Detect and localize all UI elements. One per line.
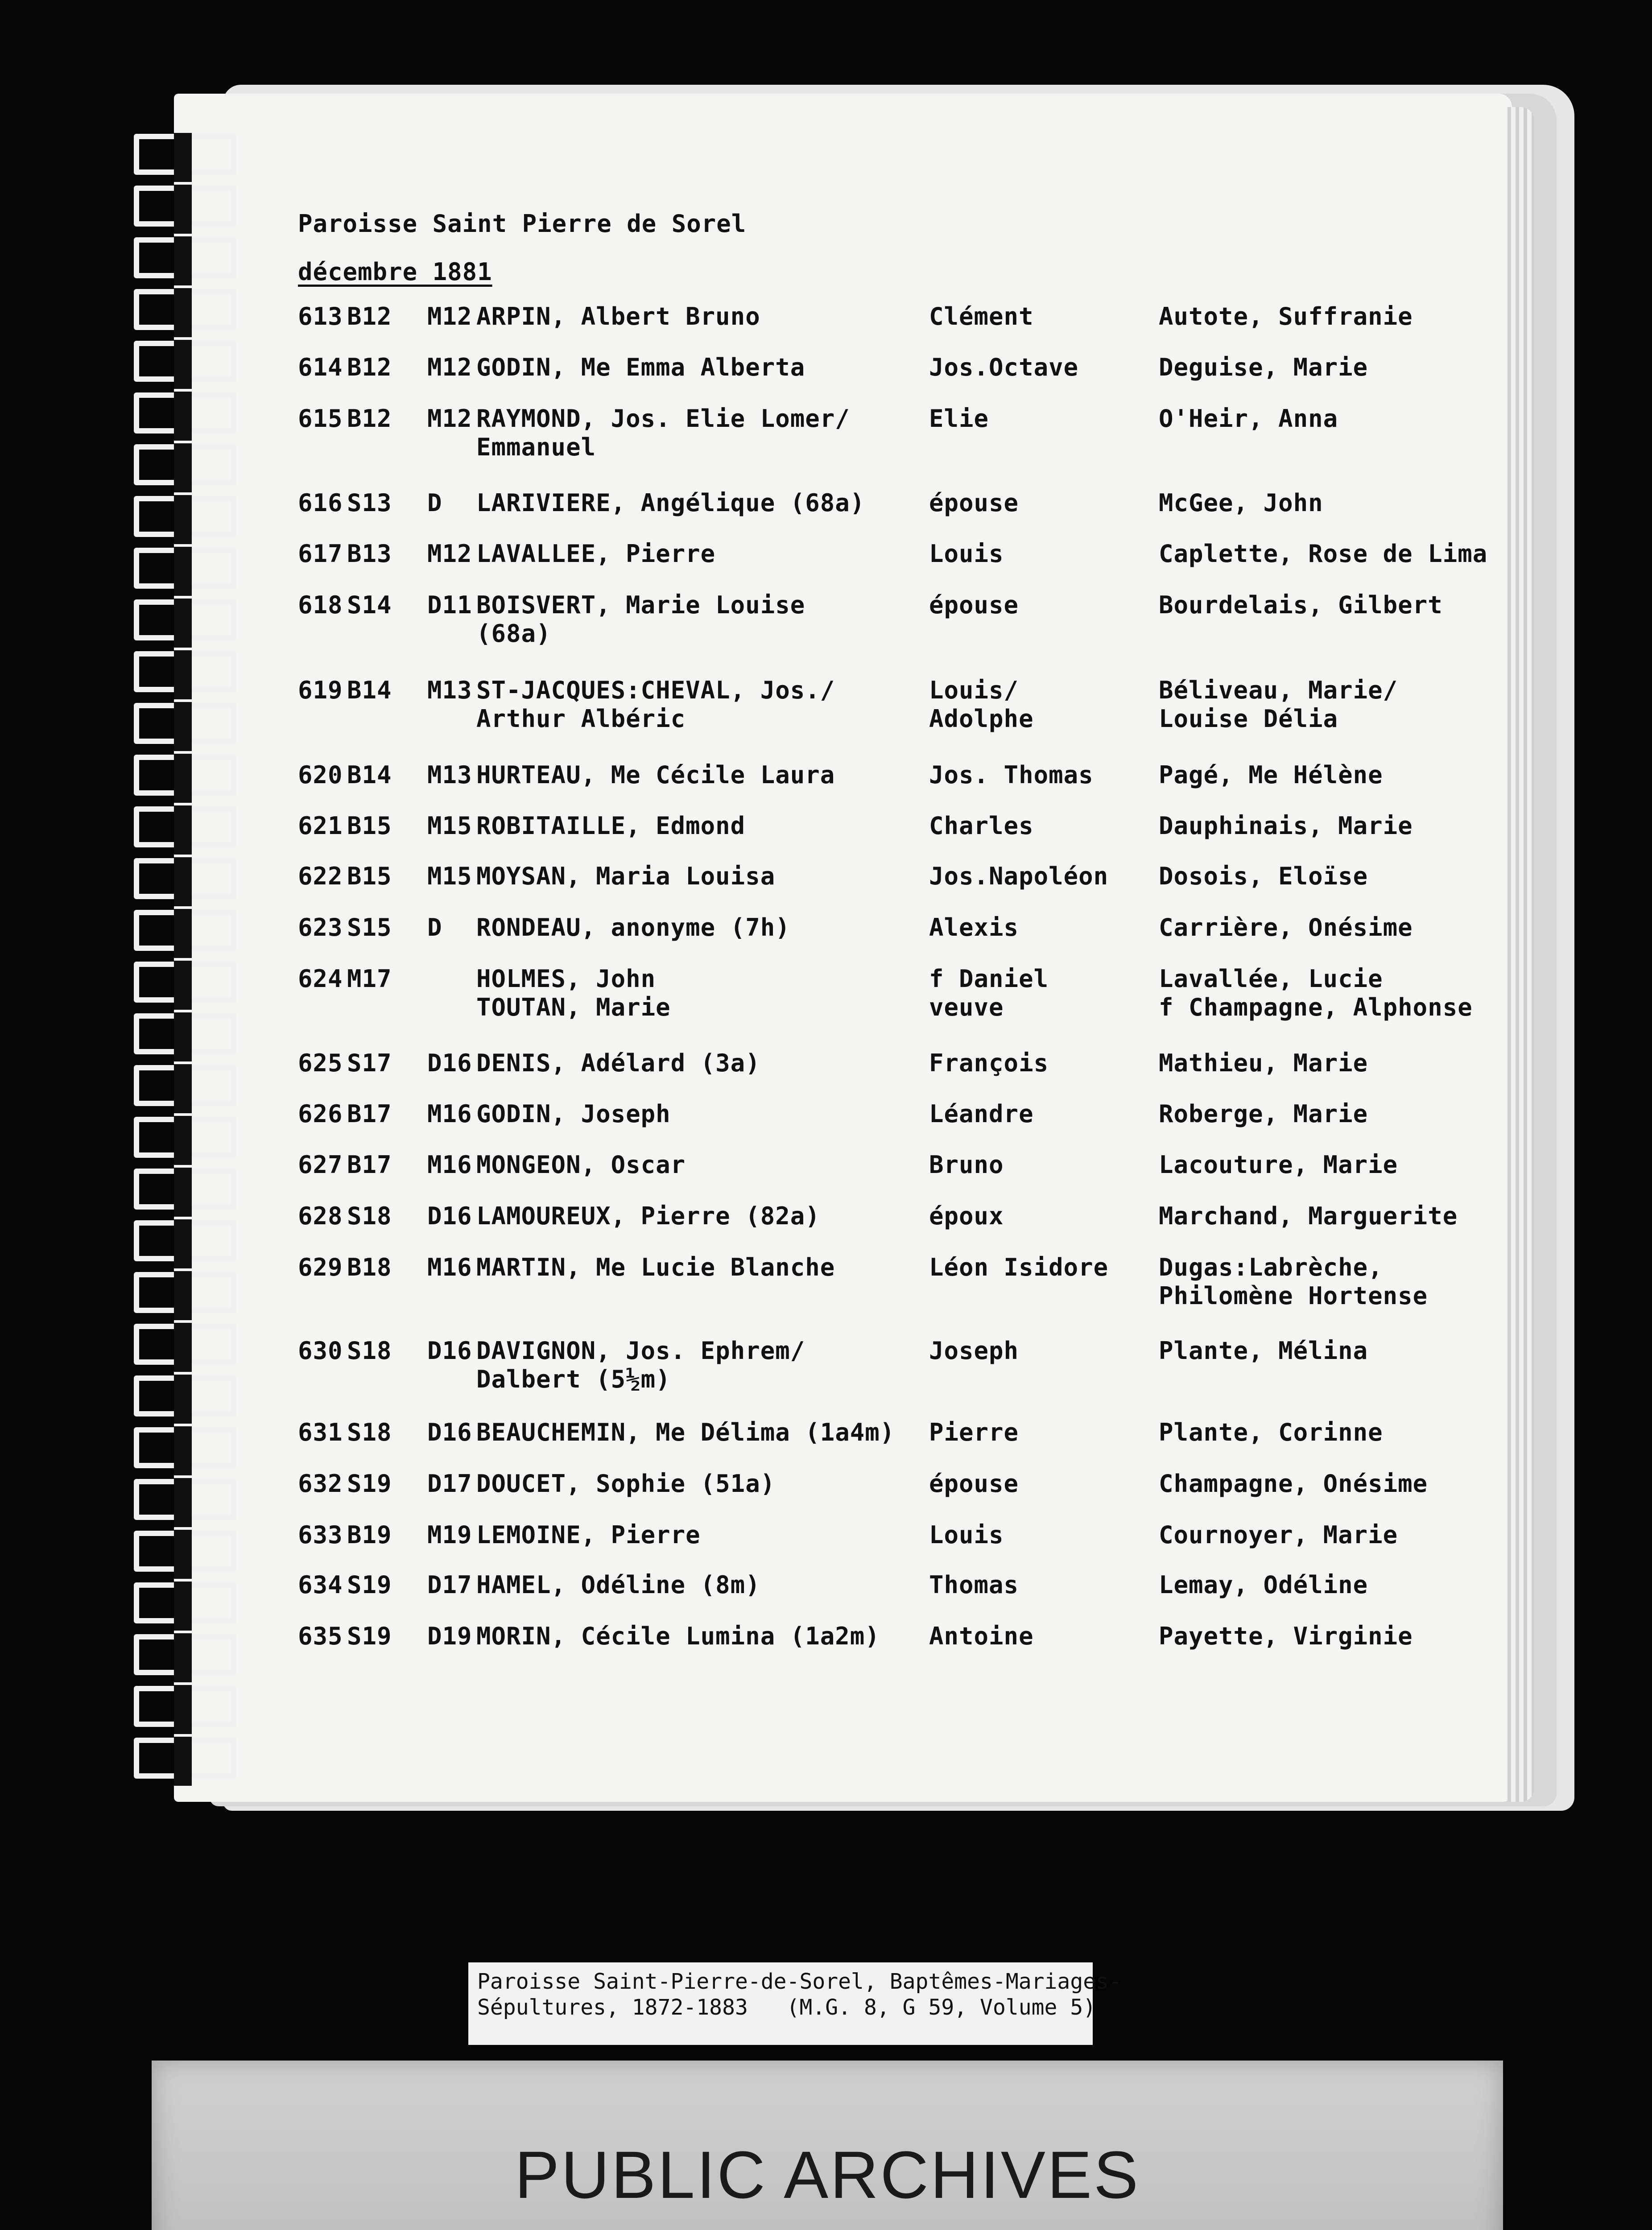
entry-code2: M15 [427, 862, 472, 890]
entry-code1: B14 [347, 761, 392, 789]
entry-name: GODIN, Joseph [476, 1100, 671, 1128]
entry-code1: B17 [347, 1151, 392, 1179]
entry-code2: M12 [427, 540, 472, 568]
entry-code1: S18 [347, 1418, 392, 1446]
entry-name: DENIS, Adélard (3a) [476, 1049, 760, 1077]
caption-line-2: Sépultures, 1872-1883 (M.G. 8, G 59, Volume 5) [477, 1995, 1096, 2020]
spiral-coil [134, 289, 236, 330]
entry-mother: McGee, John [1159, 489, 1323, 517]
entry-mother: Cournoyer, Marie [1159, 1521, 1398, 1549]
entry-name: DOUCET, Sophie (51a) [476, 1470, 776, 1498]
entry-code1: B15 [347, 862, 392, 890]
entry-father: Alexis [929, 913, 1019, 942]
entry-father: épouse [929, 489, 1019, 517]
entry-num: 613 [298, 302, 343, 330]
entry-father: Jos. Thomas [929, 761, 1094, 789]
entry-father: Léon Isidore [929, 1253, 1109, 1281]
entry-code1: S13 [347, 489, 392, 517]
entry-code2: D17 [427, 1470, 472, 1498]
entry-name: RAYMOND, Jos. Elie Lomer/ Emmanuel [476, 405, 850, 461]
entry-code1: M17 [347, 965, 392, 993]
entry-mother: Plante, Corinne [1159, 1418, 1383, 1446]
entry-code2: M16 [427, 1253, 472, 1281]
entry-father: Louis/ Adolphe [929, 676, 1034, 733]
entry-code2: D11 [427, 591, 472, 619]
entry-num: 619 [298, 676, 343, 704]
entry-num: 626 [298, 1100, 343, 1128]
entry-father: François [929, 1049, 1049, 1077]
entry-code1: B13 [347, 540, 392, 568]
spiral-coil [134, 1634, 236, 1675]
entry-code2: D16 [427, 1202, 472, 1230]
entry-name: MORIN, Cécile Lumina (1a2m) [476, 1622, 880, 1650]
entry-code1: B17 [347, 1100, 392, 1128]
entry-code1: B12 [347, 405, 392, 433]
entry-mother: Caplette, Rose de Lima [1159, 540, 1488, 568]
entry-code2: M13 [427, 761, 472, 789]
entry-code1: B12 [347, 353, 392, 381]
entry-code1: B12 [347, 302, 392, 330]
entry-name: HOLMES, John TOUTAN, Marie [476, 965, 671, 1021]
entry-mother: Pagé, Me Hélène [1159, 761, 1383, 789]
entry-name: HURTEAU, Me Cécile Laura [476, 761, 835, 789]
entry-code1: S18 [347, 1202, 392, 1230]
stamp-line-public-archives: PUBLIC ARCHIVES [514, 2137, 1140, 2212]
archives-stamp [152, 2061, 1503, 2230]
spiral-coil [134, 1531, 236, 1572]
entry-mother: O'Heir, Anna [1159, 405, 1338, 433]
spiral-coil [134, 186, 236, 227]
spiral-coil [134, 341, 236, 382]
entry-name: LAVALLEE, Pierre [476, 540, 716, 568]
spiral-coil [134, 134, 236, 175]
entry-mother: Dugas:Labrèche, Philomène Hortense [1159, 1253, 1428, 1310]
entry-code1: S14 [347, 591, 392, 619]
entry-code2: D17 [427, 1571, 472, 1599]
register-content [298, 210, 1502, 1681]
entry-num: 633 [298, 1521, 343, 1549]
spiral-coil [134, 806, 236, 847]
entry-mother: Roberge, Marie [1159, 1100, 1368, 1128]
spiral-coil [134, 910, 236, 951]
spiral-coil [134, 444, 236, 485]
spiral-coil [134, 651, 236, 692]
entry-code2: M15 [427, 812, 472, 840]
entry-name: HAMEL, Odéline (8m) [476, 1571, 760, 1599]
entry-num: 628 [298, 1202, 343, 1230]
entry-code2: D16 [427, 1049, 472, 1077]
spiral-coil [134, 1427, 236, 1468]
entry-mother: Dosois, Eloïse [1159, 862, 1368, 890]
entry-num: 620 [298, 761, 343, 789]
entry-father: Bruno [929, 1151, 1004, 1179]
entry-mother: Lavallée, Lucie f Champagne, Alphonse [1159, 965, 1473, 1021]
entry-code2: D16 [427, 1418, 472, 1446]
entry-num: 631 [298, 1418, 343, 1446]
entry-father: Charles [929, 812, 1034, 840]
entry-mother: Mathieu, Marie [1159, 1049, 1368, 1077]
spiral-coil [134, 496, 236, 537]
entry-father: Elie [929, 405, 989, 433]
spiral-binding [134, 134, 250, 1784]
entry-num: 630 [298, 1337, 343, 1365]
spiral-coil [134, 599, 236, 640]
entry-num: 623 [298, 913, 343, 942]
entry-mother: Béliveau, Marie/ Louise Délia [1159, 676, 1398, 733]
entry-father: époux [929, 1202, 1004, 1230]
spiral-coil [134, 1169, 236, 1210]
entry-father: Pierre [929, 1418, 1019, 1446]
entry-mother: Lacouture, Marie [1159, 1151, 1398, 1179]
entry-code2: D19 [427, 1622, 472, 1650]
entry-name: MARTIN, Me Lucie Blanche [476, 1253, 835, 1281]
entry-code1: S19 [347, 1622, 392, 1650]
spiral-coil [134, 1065, 236, 1106]
entry-mother: Lemay, Odéline [1159, 1571, 1368, 1599]
entry-mother: Marchand, Marguerite [1159, 1202, 1458, 1230]
caption-line-1: Paroisse Saint-Pierre-de-Sorel, Baptêmes-Mariages- [477, 1969, 1122, 1994]
entry-num: 621 [298, 812, 343, 840]
entry-mother: Bourdelais, Gilbert [1159, 591, 1443, 619]
spiral-coil [134, 548, 236, 589]
spiral-coil [134, 392, 236, 434]
entry-num: 625 [298, 1049, 343, 1077]
entry-num: 622 [298, 862, 343, 890]
entry-father: f Daniel veuve [929, 965, 1049, 1021]
entry-code1: B18 [347, 1253, 392, 1281]
entry-name: BOISVERT, Marie Louise (68a) [476, 591, 805, 648]
entry-father: Joseph [929, 1337, 1019, 1365]
entry-code2: D [427, 913, 442, 942]
entry-code1: B14 [347, 676, 392, 704]
spiral-coil [134, 1686, 236, 1727]
entry-num: 627 [298, 1151, 343, 1179]
entry-mother: Dauphinais, Marie [1159, 812, 1413, 840]
entry-name: ROBITAILLE, Edmond [476, 812, 746, 840]
spiral-coil [134, 1117, 236, 1158]
entry-father: Louis [929, 540, 1004, 568]
entry-num: 635 [298, 1622, 343, 1650]
page-edges [1507, 107, 1534, 1802]
entry-num: 624 [298, 965, 343, 993]
entry-num: 614 [298, 353, 343, 381]
entry-code2: M19 [427, 1521, 472, 1549]
archive-caption [468, 1962, 1122, 2045]
entry-code1: S17 [347, 1049, 392, 1077]
entry-code2: M12 [427, 405, 472, 433]
spiral-coil [134, 1324, 236, 1365]
spiral-coil [134, 1220, 236, 1261]
entry-code1: S15 [347, 913, 392, 942]
parish-title: Paroisse Saint Pierre de Sorel [298, 210, 747, 238]
spiral-coil [134, 237, 236, 278]
entry-code2: M12 [427, 353, 472, 381]
entry-name: ARPIN, Albert Bruno [476, 302, 760, 330]
entry-mother: Plante, Mélina [1159, 1337, 1368, 1365]
entry-num: 618 [298, 591, 343, 619]
entry-name: MOYSAN, Maria Louisa [476, 862, 776, 890]
entry-name: RONDEAU, anonyme (7h) [476, 913, 790, 942]
entry-num: 615 [298, 405, 343, 433]
entry-code2: M13 [427, 676, 472, 704]
entry-num: 632 [298, 1470, 343, 1498]
entry-father: Jos.Napoléon [929, 862, 1109, 890]
entry-name: LEMOINE, Pierre [476, 1521, 701, 1549]
entry-code2: M16 [427, 1100, 472, 1128]
entry-num: 616 [298, 489, 343, 517]
entry-code2: D16 [427, 1337, 472, 1365]
entry-num: 629 [298, 1253, 343, 1281]
spiral-coil [134, 962, 236, 1003]
entry-father: Louis [929, 1521, 1004, 1549]
entry-num: 634 [298, 1571, 343, 1599]
entry-name: LARIVIERE, Angélique (68a) [476, 489, 865, 517]
entry-father: épouse [929, 1470, 1019, 1498]
entry-code1: S19 [347, 1470, 392, 1498]
month-heading: décembre 1881 [298, 258, 492, 286]
entry-code2: M12 [427, 302, 472, 330]
entry-code2: M16 [427, 1151, 472, 1179]
entry-father: Léandre [929, 1100, 1034, 1128]
entry-mother: Carrière, Onésime [1159, 913, 1413, 942]
spiral-coil [134, 1272, 236, 1313]
entry-name: ST-JACQUES:CHEVAL, Jos./ Arthur Albéric [476, 676, 835, 733]
entry-mother: Deguise, Marie [1159, 353, 1368, 381]
spiral-coil [134, 858, 236, 899]
spiral-coil [134, 1375, 236, 1416]
spiral-coil [134, 755, 236, 796]
entry-code1: B19 [347, 1521, 392, 1549]
spiral-coil [134, 1738, 236, 1779]
entry-mother: Champagne, Onésime [1159, 1470, 1428, 1498]
spiral-coil [134, 1582, 236, 1623]
entry-code2: D [427, 489, 442, 517]
entry-name: MONGEON, Oscar [476, 1151, 686, 1179]
spiral-coil [134, 1479, 236, 1520]
spiral-coil [134, 1013, 236, 1054]
entry-name: LAMOUREUX, Pierre (82a) [476, 1202, 820, 1230]
entry-father: Antoine [929, 1622, 1034, 1650]
entry-code1: B15 [347, 812, 392, 840]
entry-mother: Payette, Virginie [1159, 1622, 1413, 1650]
entry-name: BEAUCHEMIN, Me Délima (1a4m) [476, 1418, 895, 1446]
entry-code1: S19 [347, 1571, 392, 1599]
entry-father: Clément [929, 302, 1034, 330]
entry-father: Jos.Octave [929, 353, 1079, 381]
entry-code1: S18 [347, 1337, 392, 1365]
entry-mother: Autote, Suffranie [1159, 302, 1413, 330]
entry-name: GODIN, Me Emma Alberta [476, 353, 805, 381]
entry-father: épouse [929, 591, 1019, 619]
entry-name: DAVIGNON, Jos. Ephrem/ Dalbert (5½m) [476, 1337, 805, 1393]
entry-father: Thomas [929, 1571, 1019, 1599]
spiral-coil [134, 703, 236, 744]
entry-num: 617 [298, 540, 343, 568]
